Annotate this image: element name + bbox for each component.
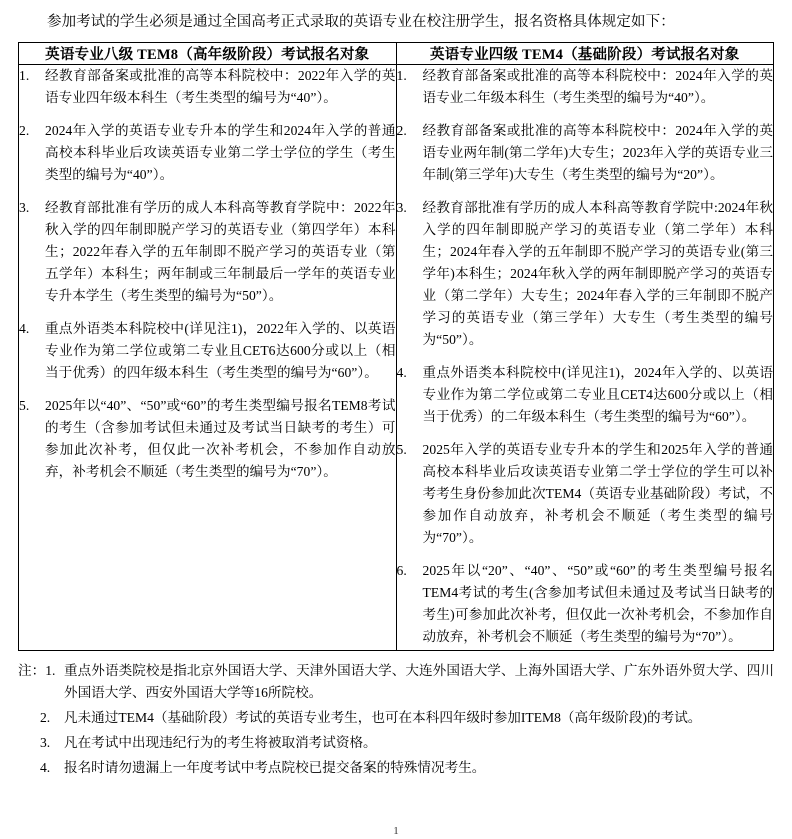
table-body [19, 64, 774, 650]
table-row [19, 64, 774, 650]
tem8-cell [19, 64, 397, 650]
page-number: 1 [393, 825, 399, 837]
list-item-number: 6. [396, 563, 407, 579]
note-number: 1. [45, 663, 56, 679]
list-item-text: 经教育部备案或批准的高等本科院校中：2024年入学的英语专业两年制(第二学年)大专生；2023年入学的英语专业三年制(第三学年)大专生（考生类型的编号为“20”）。 [422, 122, 773, 182]
note-item [18, 732, 774, 754]
table-header-row [19, 42, 774, 64]
list-item [19, 318, 396, 384]
list-item-number: 5. [396, 441, 407, 457]
list-item [19, 197, 396, 307]
notes-prefix: 注： [18, 663, 46, 679]
note-text: 凡在考试中出现违纪行为的考生将被取消考试资格。 [64, 735, 377, 751]
list-item-number: 1. [396, 67, 407, 83]
list-item-number: 1. [19, 67, 30, 83]
list-item [397, 197, 774, 351]
list-item-number: 3. [19, 199, 30, 215]
list-item-text: 经教育部备案或批准的高等本科院校中：2022年入学的英语专业四年级本科生（考生类型的编号为“40”）。 [45, 67, 396, 105]
note-number: 2. [40, 710, 51, 726]
list-item-number: 3. [396, 199, 407, 215]
list-item-number: 4. [19, 320, 30, 336]
note-item [18, 660, 774, 704]
list-item [397, 362, 774, 428]
column-header-tem4: 英语专业四级 TEM4（基础阶段）考试报名对象 [396, 42, 774, 64]
list-item [397, 65, 774, 109]
note-text: 报名时请勿遗漏上一年度考试中考点院校已提交备案的特殊情况考生。 [64, 760, 486, 776]
note-text: 重点外语类院校是指北京外国语大学、天津外国语大学、大连外国语大学、上海外国语大学、广东外语外贸大学、四川外国语大学、西安外国语大学等16所院校。 [64, 663, 774, 701]
list-item-number: 4. [396, 364, 407, 380]
tem4-item-list [397, 65, 774, 648]
list-item-number: 2. [396, 122, 407, 138]
note-number: 3. [40, 735, 51, 751]
note-item [18, 757, 774, 779]
list-item-text: 2024年入学的英语专业专升本的学生和2024年入学的普通高校本科毕业后攻读英语专业第二学士学位的学生（考生类型的编号为“40”）。 [45, 122, 396, 182]
note-item [18, 707, 774, 729]
intro-paragraph: 参加考试的学生必须是通过全国高考正式录取的英语专业在校注册学生，报名资格具体规定如下： [47, 14, 675, 30]
list-item [19, 120, 396, 186]
column-header-tem8: 英语专业八级 TEM8（高年级阶段）考试报名对象 [19, 42, 397, 64]
list-item-text: 经教育部备案或批准的高等本科院校中：2024年入学的英语专业二年级本科生（考生类型的编号为“40”）。 [422, 67, 773, 105]
registration-eligibility-table [18, 42, 774, 651]
list-item-number: 5. [19, 397, 30, 413]
list-item [397, 120, 774, 186]
table-head [19, 42, 774, 64]
list-item-text: 2025年以“40”、“50”或“60”的考生类型编号报名TEM8考试的考生（含参加考试但未通过及考试当日缺考的考生）可参加此次补考，但仅此一次补考机会，不参加作自动放弃，补考机会不顺延（考生类型的编号为“70”）。 [45, 397, 396, 479]
list-item-text: 2025年入学的英语专业专升本的学生和2025年入学的普通高校本科毕业后攻读英语专业第二学士学位的学生可以补考考生身份参加此次TEM4（英语专业基础阶段）考试，不参加作自动放弃，补考机会不顺延（考生类型的编号为“70”）。 [422, 441, 773, 546]
list-item-number: 2. [19, 122, 30, 138]
tem8-item-list [19, 65, 396, 483]
list-item-text: 2025年以“20”、“40”、“50”或“60”的考生类型编号报名TEM4考试的考生(含参加考试但未通过及考试当日缺考的考生)可参加此次补考，但仅此一次补考机会，不参加作自动放弃，补考机会不顺延（考生类型的编号为“70”）。 [422, 563, 773, 645]
list-item-text: 经教育部批准有学历的成人本科高等教育学院中:2024年秋入学的四年制即脱产学习的英语专业（第二学年）本科生；2024年春入学的五年制即不脱产学习的英语专业(第三学年)本科生；2024年秋入学的两年制即脱产学习的英语专业（第二学年）大专生；2024年春入学的三年制即不脱产学习的英语专业（第三学年）大专生（考生类型的编号为“50”）。 [422, 199, 773, 347]
list-item [19, 65, 396, 109]
note-number: 4. [40, 760, 51, 776]
list-item-text: 重点外语类本科院校中(详见注1)，2024年入学的、以英语专业作为第二学位或第二专业且CET4达600分或以上（相当于优秀）的二年级本科生（考生类型的编号为“60”）。 [422, 364, 773, 424]
notes-section [18, 660, 774, 779]
list-item [397, 439, 774, 549]
notes-prefix-label [18, 660, 62, 682]
list-item-text: 经教育部批准有学历的成人本科高等教育学院中：2022年秋入学的四年制即脱产学习的英语专业（第四学年）本科生；2022年春入学的五年制即不脱产学习的英语专业（第五学年）本科生；两年制或三年制最后一学年的英语专业专升本学生（考生类型的编号为“50”）。 [45, 199, 396, 303]
list-item-text: 重点外语类本科院校中(详见注1)，2022年入学的、以英语专业作为第二学位或第二专业且CET6达600分或以上（相当于优秀）的四年级本科生（考生类型的编号为“60”）。 [45, 320, 396, 380]
list-item [19, 395, 396, 483]
list-item [397, 560, 774, 648]
note-text: 凡未通过TEM4（基础阶段）考试的英语专业考生，也可在本科四年级时参加ITEM8（高年级阶段)的考试。 [64, 710, 702, 726]
tem4-cell [396, 64, 774, 650]
